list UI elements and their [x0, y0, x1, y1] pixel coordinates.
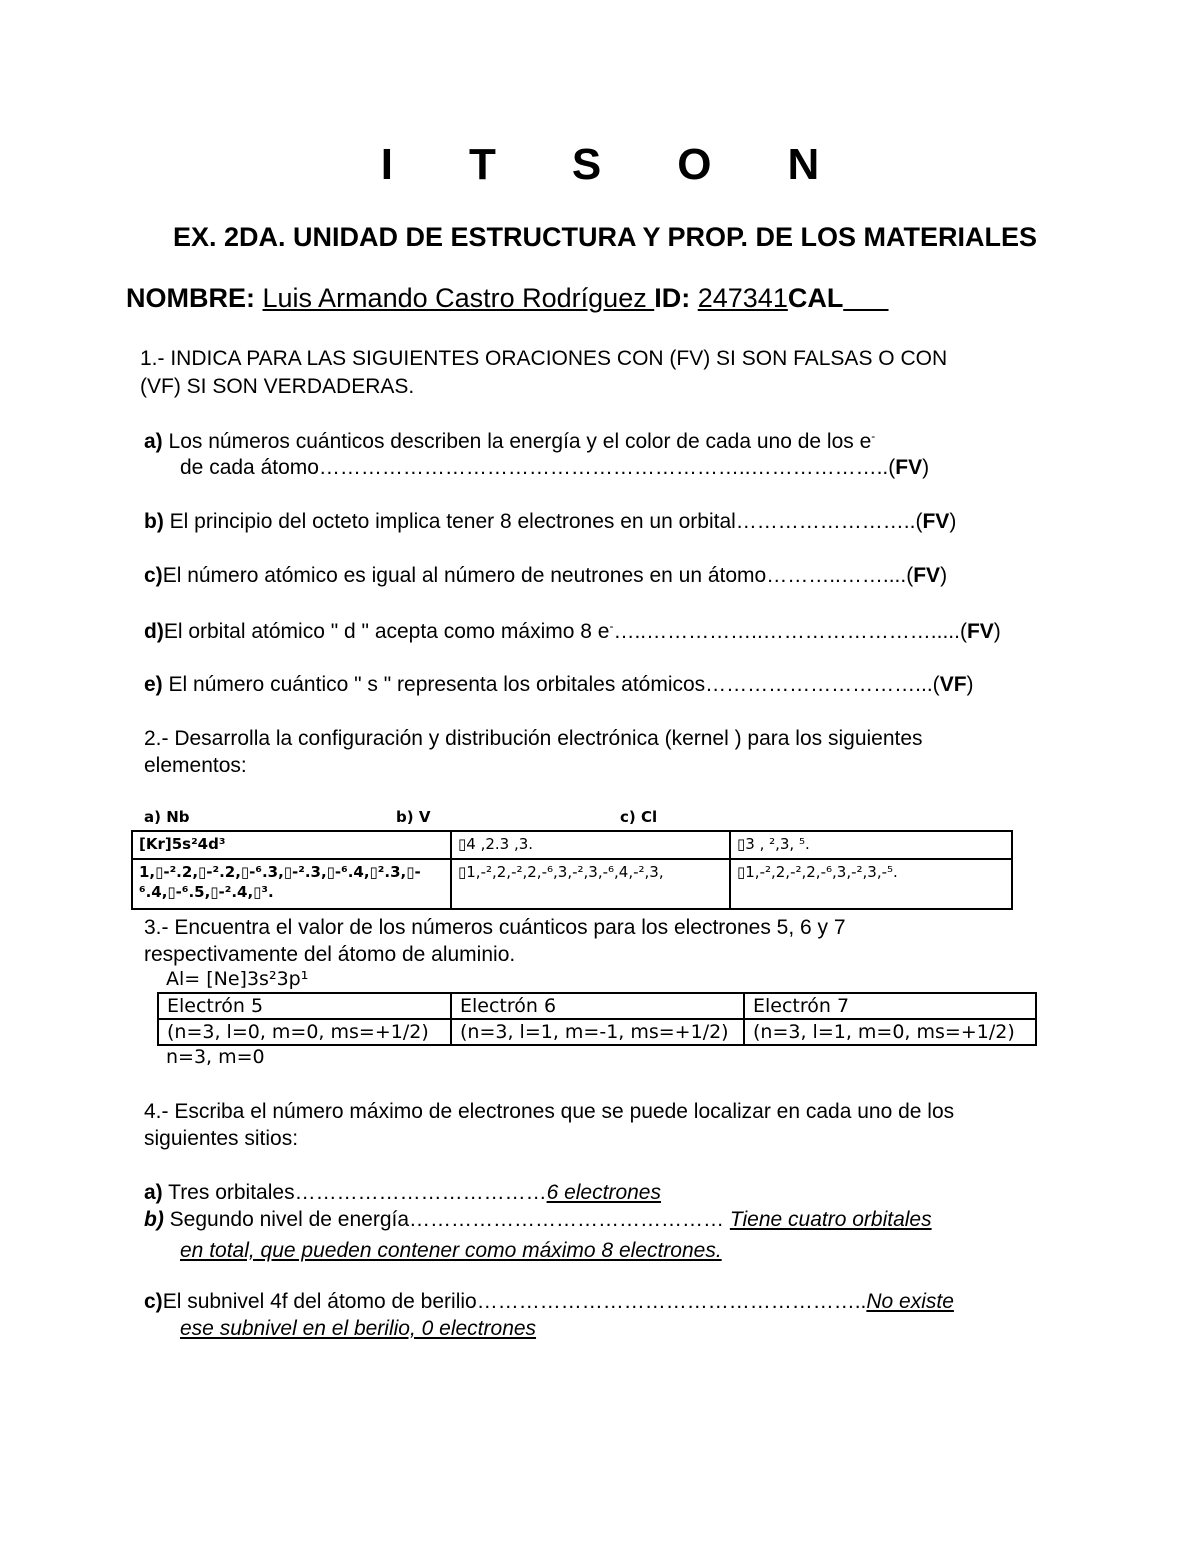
q2-label-a: a) Nb — [144, 808, 190, 826]
table-header-cell: Electrón 6 — [451, 993, 744, 1019]
table-cell: ▯1,-²,2,-²,2,-⁶,3,-²,3,-⁶,4,-²,3, — [451, 859, 730, 909]
q1-item-a-cont — [180, 456, 929, 480]
q4-a-answer: 6 electrones — [546, 1181, 661, 1204]
q1-item-e — [144, 673, 974, 697]
q1-d-text2: …..……………..…………………….....( — [613, 620, 967, 643]
q3-prompt-line2: respectivamente del átomo de aluminio. — [144, 943, 516, 966]
table-row — [132, 831, 1012, 859]
exam-title: EX. 2DA. UNIDAD DE ESTRUCTURA Y PROP. DE LOS MATERIALES — [172, 222, 1038, 252]
q1-d-text: El orbital atómico " d " acepta como máximo 8 e — [163, 620, 610, 643]
q1-e-label: e) — [144, 673, 163, 696]
q1-a-text2: de cada átomo……………………………………………………..………………..( — [180, 456, 896, 479]
q1-c-text: El número atómico es igual al número de neutrones en un átomo………..……....( — [162, 564, 914, 587]
q4-c-text: El subnivel 4f del átomo de berilio……………………………………………….. — [162, 1290, 867, 1313]
q4-prompt-line2: siguientes sitios: — [144, 1127, 299, 1150]
table-cell: ▯1,-²,2,-²,2,-⁶,3,-²,3,-⁵. — [730, 859, 1012, 909]
q1-item-a — [144, 429, 875, 454]
paren-close: ) — [922, 456, 930, 479]
q3-quantum-table — [157, 992, 1037, 1046]
q1-e-answer: VF — [939, 673, 967, 696]
paren-close: ) — [966, 673, 974, 696]
institution-logo-text — [0, 140, 1200, 190]
table-cell: (n=3, l=1, m=-1, ms=+1/2) — [451, 1019, 744, 1045]
table-cell: (n=3, l=1, m=0, ms=+1/2) — [744, 1019, 1036, 1045]
q4-b-text: Segundo nivel de energía……………………………………… — [163, 1208, 730, 1231]
q3-formula: Al= [Ne]3s²3p¹ — [166, 968, 309, 990]
student-id: 247341 — [697, 283, 788, 313]
logo-letter: S — [571, 140, 602, 189]
q2-label-b: b) V — [396, 808, 431, 826]
q4-b-label: b) — [144, 1208, 164, 1231]
logo-letter: I — [380, 140, 393, 189]
q1-b-text: El principio del octeto implica tener 8 electrones en un orbital……………………..( — [163, 510, 923, 533]
paren-close: ) — [940, 564, 948, 587]
q4-c-label: c) — [144, 1290, 163, 1313]
q1-d-sup: - — [609, 619, 614, 633]
id-label: ID: — [654, 283, 691, 313]
table-cell: ▯3 , ²,3, ⁵. — [730, 831, 1012, 859]
q4-a-label: a) — [144, 1181, 163, 1204]
q4-prompt-line1: 4.- Escriba el número máximo de electrones que se puede localizar en cada uno de los — [144, 1100, 955, 1123]
q1-c-label: c) — [144, 564, 163, 587]
table-cell: ▯4 ,2.3 ,3. — [451, 831, 730, 859]
student-line — [126, 283, 888, 314]
table-header-cell: Electrón 7 — [744, 993, 1036, 1019]
q4-c-answer: No existe — [866, 1290, 954, 1313]
q2-prompt-line2: elementos: — [144, 754, 247, 777]
nombre-label: NOMBRE: — [126, 283, 255, 313]
id-suffix: CAL — [787, 283, 844, 313]
q1-a-label: a) — [144, 430, 163, 453]
q1-a-answer: FV — [895, 456, 923, 479]
q3-note: n=3, m=0 — [166, 1046, 265, 1068]
q4-c-answer-cont: ese subnivel en el berilio, 0 electrones — [180, 1317, 537, 1340]
id-blank: ___ — [843, 283, 889, 313]
q1-a-text: Los números cuánticos describen la energía y el color de cada uno de los e — [162, 430, 872, 453]
table-cell: (n=3, l=0, m=0, ms=+1/2) — [158, 1019, 451, 1045]
q1-b-label: b) — [144, 510, 164, 533]
student-name: Luis Armando Castro Rodríguez — [262, 283, 655, 313]
logo-letter: O — [677, 140, 712, 189]
paren-close: ) — [949, 510, 957, 533]
q1-prompt-line1: 1.- INDICA PARA LAS SIGUIENTES ORACIONES CON (FV) SI SON FALSAS O CON — [140, 347, 948, 370]
table-header-cell: Electrón 5 — [158, 993, 451, 1019]
table-cell: 1,▯-².2,▯-².2,▯-⁶.3,▯-².3,▯-⁶.4,▯².3,▯-⁶.4,▯-⁶.5,▯-².4,▯³. — [132, 859, 451, 909]
q4-item-b — [144, 1208, 932, 1232]
q4-a-text: Tres orbitales……………………………… — [162, 1181, 547, 1204]
q1-item-d — [144, 619, 1001, 644]
q1-item-c — [144, 564, 947, 588]
logo-letter: N — [787, 140, 820, 189]
q3-prompt-line1: 3.- Encuentra el valor de los números cuánticos para los electrones 5, 6 y 7 — [144, 916, 846, 939]
q1-b-answer: FV — [922, 510, 950, 533]
q1-a-sup: - — [871, 429, 876, 443]
table-row — [158, 1019, 1036, 1045]
q1-c-answer: FV — [913, 564, 941, 587]
q4-item-a — [144, 1181, 661, 1205]
q4-b-answer-cont: en total, que pueden contener como máximo 8 electrones. — [180, 1239, 722, 1262]
table-row — [132, 859, 1012, 909]
q2-config-table — [131, 830, 1013, 910]
logo-letter: T — [468, 140, 496, 189]
table-cell: [Kr]5s²4d³ — [132, 831, 451, 859]
q4-b-answer: Tiene cuatro orbitales — [729, 1208, 932, 1231]
q1-d-answer: FV — [966, 620, 994, 643]
q2-prompt-line1: 2.- Desarrolla la configuración y distribución electrónica (kernel ) para los siguientes — [144, 727, 923, 750]
q2-label-c: c) Cl — [620, 808, 658, 826]
q1-d-label: d) — [144, 620, 164, 643]
paren-close: ) — [993, 620, 1001, 643]
q1-item-b — [144, 510, 956, 534]
table-row — [158, 993, 1036, 1019]
q1-prompt-line2: (VF) SI SON VERDADERAS. — [140, 375, 415, 398]
q1-e-text: El número cuántico " s " representa los orbitales atómicos…………………………...( — [162, 673, 940, 696]
q4-item-c — [144, 1290, 954, 1314]
